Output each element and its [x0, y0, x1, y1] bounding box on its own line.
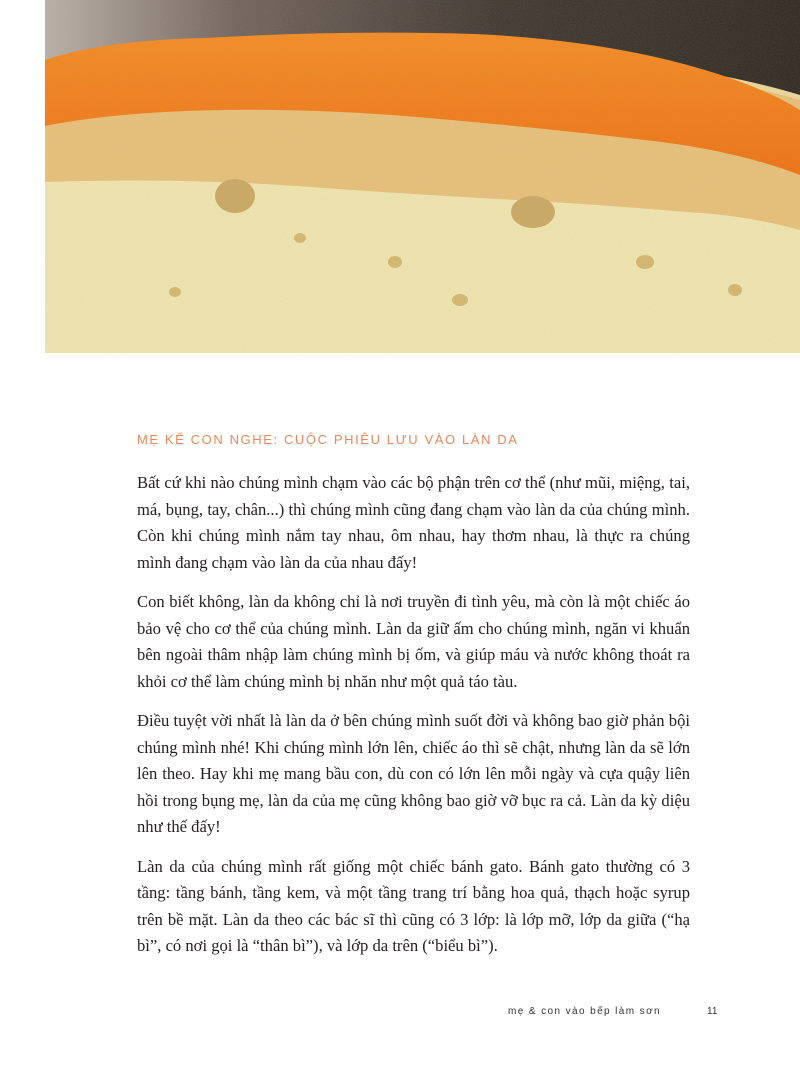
paragraph: Điều tuyệt vời nhất là làn da ở bên chúng mình suốt đời và không bao giờ phản bội chúng mình nhé! Khi chúng mình lớn lên, chiếc áo thì sẽ chật, nhưng làn da sẽ lớn lên theo. Hay khi mẹ mang bầu con, dù con có lớn lên mỗi ngày và cựa quậy liên hồi trong bụng mẹ, làn da của mẹ cũng không bao giờ vỡ bục ra cả. Làn da kỳ diệu như thế đấy!	[137, 711, 690, 836]
body-text	[137, 470, 690, 973]
cake-slice-photo	[45, 0, 800, 353]
section-title: MẸ KỂ CON NGHE: CUỘC PHIÊU LƯU VÀO LÀN DA	[137, 432, 519, 447]
running-footer: mẹ & con vào bếp làm sơn	[508, 1006, 661, 1017]
paragraph: Bất cứ khi nào chúng mình chạm vào các bộ phận trên cơ thể (như mũi, miệng, tai, má, bụng, tay, chân...) thì chúng mình cũng đang chạm vào làn da của chúng mình. Còn khi chúng mình nắm tay nhau, ôm nhau, hay thơm nhau, là thực ra chúng mình đang chạm vào làn da của nhau đấy!	[137, 473, 690, 572]
paragraph: Con biết không, làn da không chỉ là nơi truyền đi tình yêu, mà còn là một chiếc áo bảo vệ cho cơ thể của chúng mình. Làn da giữ ấm cho chúng mình, ngăn vi khuẩn bên ngoài thâm nhập làm chúng mình bị ốm, và giúp máu và nước không thoát ra khỏi cơ thể làm chúng mình bị nhăn như một quả táo tàu.	[137, 592, 690, 691]
page-number: 11	[707, 1006, 718, 1017]
paragraph: Làn da của chúng mình rất giống một chiếc bánh gato. Bánh gato thường có 3 tầng: tầng bánh, tầng kem, và một tầng trang trí bằng hoa quả, thạch hoặc syrup trên bề mặt. Làn da theo các bác sĩ thì cũng có 3 lớp: là lớp mỡ, lớp da giữa (“hạ bì”, có nơi gọi là “thân bì”), và lớp da trên (“biểu bì”).	[137, 856, 690, 955]
